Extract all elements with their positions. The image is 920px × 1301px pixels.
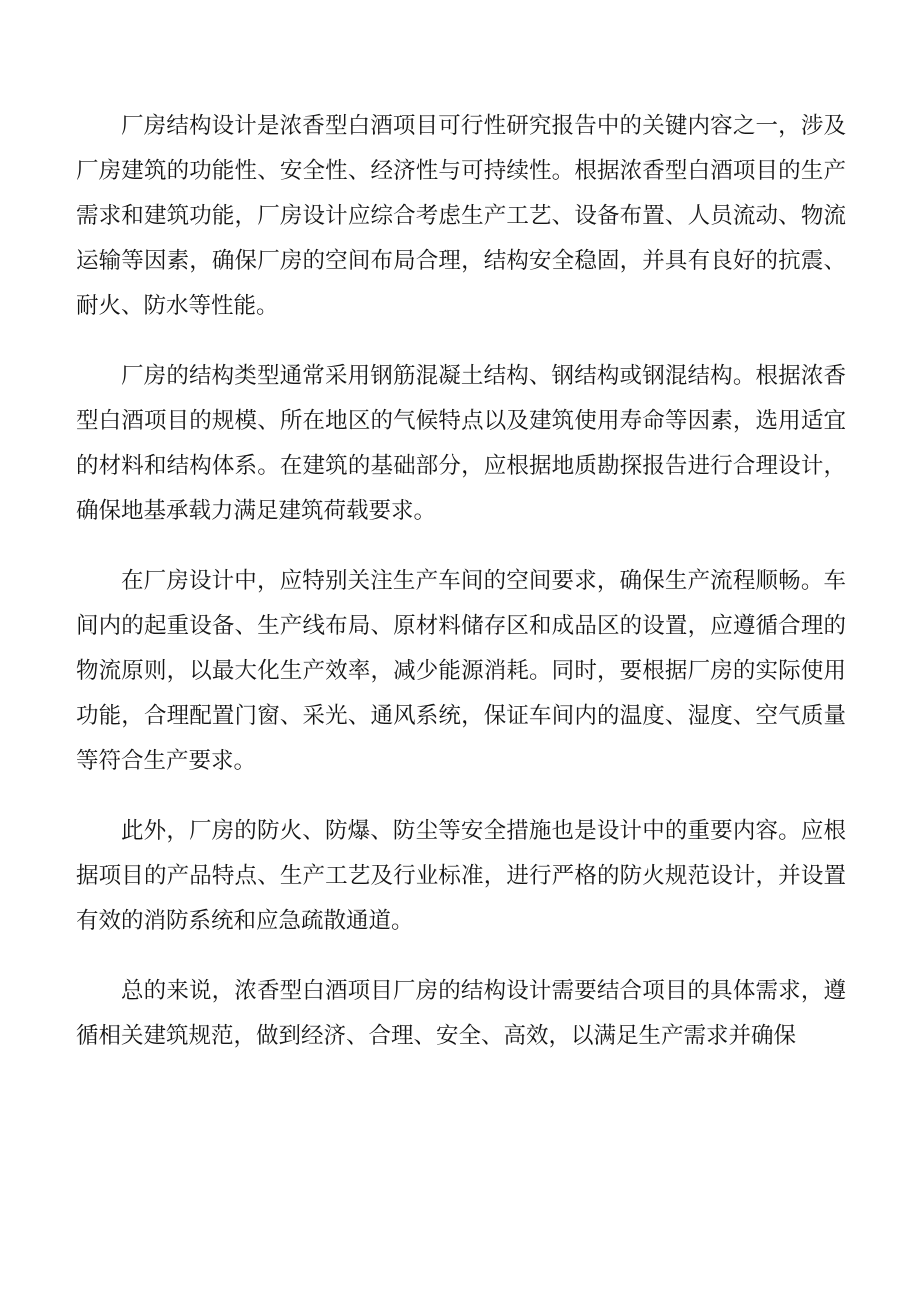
paragraph: 厂房结构设计是浓香型白酒项目可行性研究报告中的关键内容之一，涉及厂房建筑的功能性、安全性、经济性与可持续性。根据浓香型白酒项目的生产需求和建筑功能，厂房设计应综合考虑生产工艺、设备布置、人员流动、物流运输等因素，确保厂房的空间布局合理，结构安全稳固，并具有良好的抗震、耐火、防水等性能。 — [76, 113, 846, 319]
document-body — [76, 104, 846, 1084]
paragraph: 总的来说，浓香型白酒项目厂房的结构设计需要结合项目的具体需求，遵循相关建筑规范，做到经济、合理、安全、高效，以满足生产需求并确保 — [76, 978, 846, 1049]
paragraph: 厂房的结构类型通常采用钢筋混凝土结构、钢结构或钢混结构。根据浓香型白酒项目的规模、所在地区的气候特点以及建筑使用寿命等因素，选用适宜的材料和结构体系。在建筑的基础部分，应根据地质勘探报告进行合理设计，确保地基承载力满足建筑荷载要求。 — [76, 363, 846, 524]
paragraph: 此外，厂房的防火、防爆、防尘等安全措施也是设计中的重要内容。应根据项目的产品特点、生产工艺及行业标准，进行严格的防火规范设计，并设置有效的消防系统和应急疏散通道。 — [76, 818, 846, 934]
paragraph: 在厂房设计中，应特别关注生产车间的空间要求，确保生产流程顺畅。车间内的起重设备、生产线布局、原材料储存区和成品区的设置，应遵循合理的物流原则，以最大化生产效率，减少能源消耗。同时，要根据厂房的实际使用功能，合理配置门窗、采光、通风系统，保证车间内的温度、湿度、空气质量等符合生产要求。 — [76, 568, 846, 774]
